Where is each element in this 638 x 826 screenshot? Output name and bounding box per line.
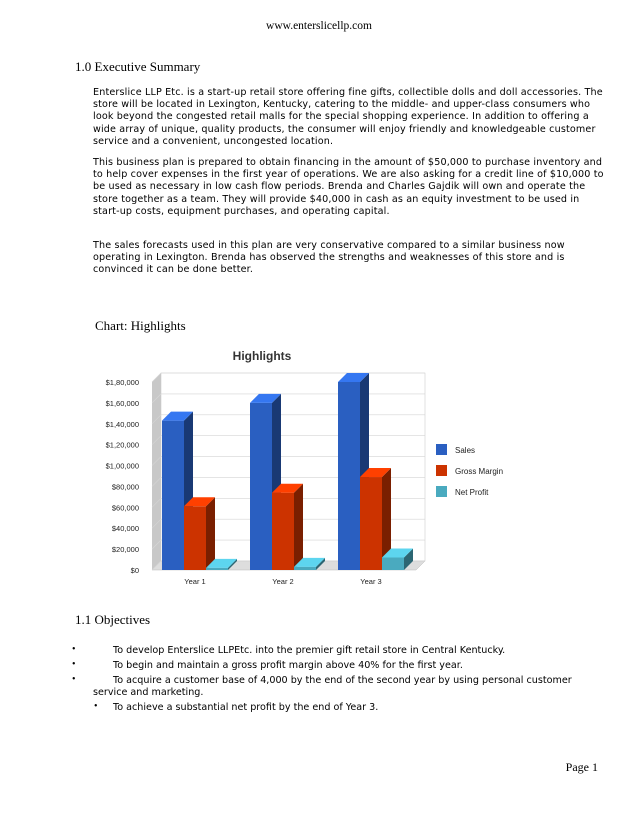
bar-gross-margin: [184, 506, 206, 570]
bar-sales: [162, 421, 184, 570]
chart-title: Highlights: [232, 349, 292, 363]
y-tick-label: $0: [130, 566, 139, 575]
bar-side: [294, 484, 303, 570]
objective-item-1: To develop Enterslice LLPEtc. into the premier gift retail store in Central Kentucky.: [113, 645, 506, 656]
bullet-icon: •: [94, 701, 98, 712]
y-tick-label: $1,80,000: [105, 378, 139, 387]
x-category-label: Year 2: [272, 577, 294, 586]
bar-net-profit: [382, 557, 404, 570]
page-header-url: www.enterslicellp.com: [266, 20, 372, 32]
bar-net-profit: [294, 567, 316, 570]
y-tick-label: $20,000: [111, 545, 139, 555]
summary-paragraph-1: Enterslice LLP Etc. is a start-up retail store offering fine gifts, collectible dolls and doll accessories. The store will be located in Lexington, Kentucky, catering to the middle- and upper-class consumers who look beyond the congested retail malls for the special shopping experience. In addition to offering a wide array of unique, quality products, the consumer will enjoy friendly and knowledgeable customer service and a convenient, uncongested location.: [93, 87, 603, 147]
objective-item-3: To acquire a customer base of 4,000 by the end of the second year by using personal customer service and marketing.: [93, 675, 572, 699]
objective-item-2: To begin and maintain a gross profit margin above 40% for the first year.: [113, 660, 463, 671]
legend-label: Gross Margin: [455, 467, 504, 476]
bullet-icon: •: [72, 674, 76, 685]
executive-summary-heading: 1.0 Executive Summary: [75, 59, 201, 74]
y-tick-label: $1,00,000: [105, 461, 139, 471]
bar-sales: [250, 403, 272, 570]
legend-swatch: [436, 444, 447, 455]
bar-gross-margin: [272, 493, 294, 570]
y-tick-label: $80,000: [111, 482, 139, 492]
bullet-icon: •: [72, 659, 76, 670]
y-tick-label: $1,60,000: [105, 398, 139, 408]
bullet-icon: •: [72, 644, 76, 655]
highlights-chart: [90, 342, 530, 590]
bar-side: [206, 497, 215, 570]
summary-paragraph-3: The sales forecasts used in this plan are very conservative compared to a similar business now operating in Lexington. Brenda has observed the strengths and weaknesses of this store and is convinced it can be done better.: [93, 240, 565, 276]
legend-swatch: [436, 465, 447, 476]
chart-caption: Chart: Highlights: [95, 318, 186, 333]
objectives-heading: 1.1 Objectives: [75, 612, 151, 627]
y-tick-label: $40,000: [111, 524, 139, 534]
legend-label: Sales: [455, 446, 476, 455]
page-number: Page 1: [565, 760, 598, 774]
y-tick-label: $1,40,000: [105, 419, 139, 429]
y-tick-label: $60,000: [111, 503, 139, 513]
x-category-label: Year 3: [360, 577, 382, 586]
chart-side-wall: [152, 373, 161, 570]
objective-item-4: To achieve a substantial net profit by the end of Year 3.: [113, 702, 379, 713]
bar-net-profit: [206, 568, 228, 570]
legend-label: Net Profit: [455, 488, 489, 497]
bar-gross-margin: [360, 477, 382, 570]
x-category-label: Year 1: [184, 577, 206, 586]
legend-swatch: [436, 486, 447, 497]
bar-sales: [338, 382, 360, 570]
summary-paragraph-2: This business plan is prepared to obtain financing in the amount of $50,000 to purchase inventory and to help cover expenses in the first year of operations. We are also asking for a credit line of $10,000 to be used as necessary in low cash flow periods. Brenda and Charles Gajdik will own and operate the store together as a team. They will provide $40,000 in cash as an equity investment to be used in start-up costs, equipment purchases, and operating capital.: [93, 157, 604, 217]
y-tick-label: $1,20,000: [105, 440, 139, 450]
